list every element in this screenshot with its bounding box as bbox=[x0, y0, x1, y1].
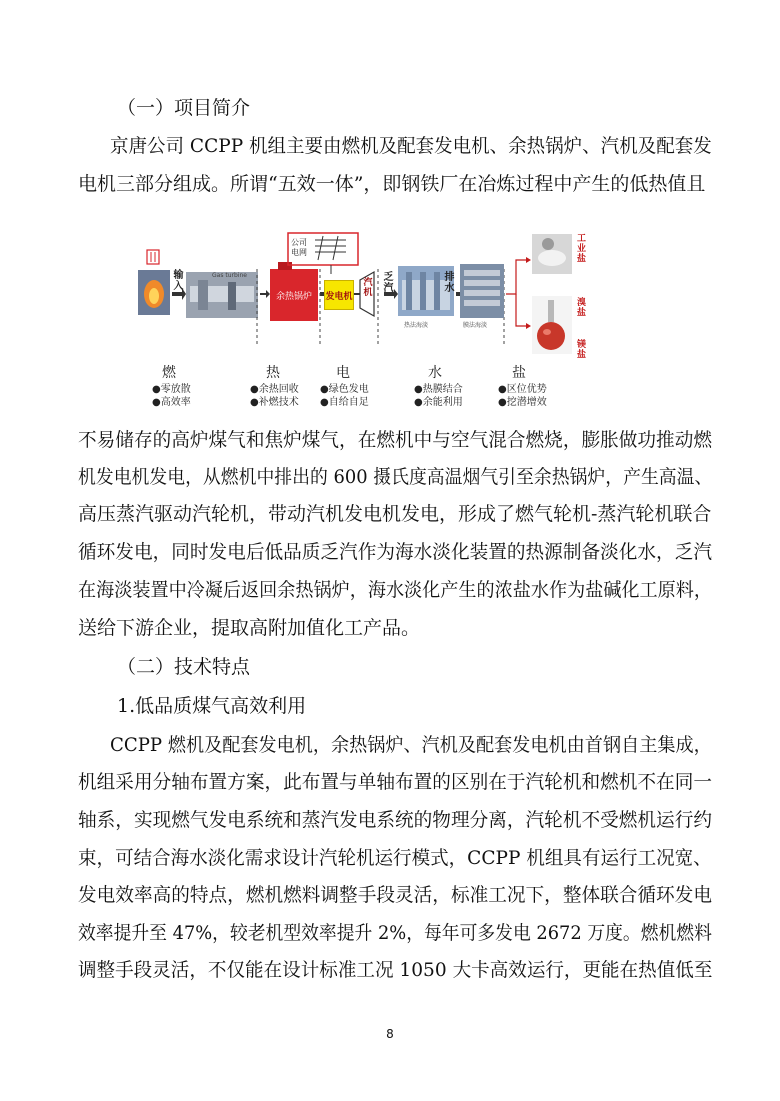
paragraph-line: 高压蒸汽驱动汽轮机，带动汽机发电机发电，形成了燃气轮机-蒸汽轮机联合 bbox=[78, 503, 712, 525]
category-features: ●热膜结合 ●余能利用 bbox=[414, 384, 463, 408]
input-label: 输 入 bbox=[173, 270, 184, 292]
category-title: 燃 bbox=[162, 365, 176, 381]
section-heading-intro: （一）项目简介 bbox=[117, 97, 251, 119]
paragraph-line: 调整手段灵活，不仅能在设计标准工况 1050 大卡高效运行，更能在热值低至 bbox=[78, 959, 713, 981]
paragraph-line: 不易储存的高炉煤气和焦炉煤气，在燃机中与空气混合燃烧，膨胀做功推动燃 bbox=[78, 429, 713, 451]
paragraph-line: 送给下游企业，提取高附加值化工产品。 bbox=[78, 617, 421, 639]
discharge-label: 排 水 bbox=[444, 272, 455, 294]
paragraph-line: 束，可结合海水淡化需求设计汽轮机运行模式，CCPP 机组具有运行工况宽、 bbox=[78, 847, 712, 869]
turbine-label: 汽机 bbox=[363, 278, 373, 298]
category-features: ●绿色发电 ●自给自足 bbox=[320, 384, 369, 408]
paragraph-line: 京唐公司 CCPP 机组主要由燃机及配套发电机、余热锅炉、汽机及配套发 bbox=[110, 135, 712, 157]
flask-icon bbox=[537, 322, 565, 350]
gas-turbine-caption: Gas turbine bbox=[212, 272, 247, 279]
category-features: ●余热回收 ●补燃技术 bbox=[250, 384, 299, 408]
paragraph-line: 效率提升至 47%，较老机型效率提升 2%，每年可多发电 2672 万度。燃机燃料 bbox=[78, 922, 712, 944]
page-number: 8 bbox=[386, 1027, 394, 1041]
industrial-salt-label: 工 业 盐 bbox=[576, 234, 586, 264]
exhaust-label: 乏 汽 bbox=[383, 272, 394, 294]
thermal-desal-caption: 热法海淡 bbox=[404, 322, 429, 329]
paragraph-line: 机组采用分轴布置方案，此布置与单轴布置的区别在于汽轮机和燃机不在同一 bbox=[78, 771, 713, 793]
paragraph-line: 机发电机发电，从燃机中排出的 600 摄氏度高温烟气引至余热锅炉，产生高温、 bbox=[78, 466, 713, 488]
boiler-label: 余热锅炉 bbox=[270, 284, 318, 306]
membrane-desal-caption: 膜法海淡 bbox=[463, 322, 488, 329]
category-title: 电 bbox=[336, 365, 350, 381]
category-features: ●零放散 ●高效率 bbox=[152, 384, 191, 408]
paragraph-line: CCPP 燃机及配套发电机，余热锅炉、汽机及配套发电机由首钢自主集成， bbox=[110, 734, 712, 756]
paragraph-line: 发电效率高的特点，燃机燃料调整手段灵活，标准工况下，整体联合循环发电 bbox=[78, 884, 713, 906]
arrow-icon bbox=[260, 290, 270, 298]
category-title: 热 bbox=[266, 365, 280, 381]
section-heading-features: （二）技术特点 bbox=[117, 656, 251, 678]
paragraph-line: 在海淡装置中冷凝后返回余热锅炉，海水淡化产生的浓盐水作为盐碱化工原料， bbox=[78, 579, 713, 601]
branch-arrow bbox=[506, 260, 526, 294]
paragraph-line: 循环发电，同时发电后低品质乏汽作为海水淡化装置的热源制备淡化水，乏汽 bbox=[78, 541, 713, 563]
bromine-salt-label: 溴 盐 bbox=[576, 298, 586, 318]
chimney-icon bbox=[147, 250, 159, 264]
category-title: 水 bbox=[428, 365, 442, 381]
process-diagram bbox=[138, 222, 608, 422]
paragraph-line: 电机三部分组成。所谓“五效一体”，即钢铁厂在冶炼过程中产生的低热值且 bbox=[78, 173, 706, 195]
category-title: 盐 bbox=[512, 365, 526, 381]
category-features: ●区位优势 ●挖潜增效 bbox=[498, 384, 547, 408]
magnesium-salt-label: 镁 盐 bbox=[576, 340, 586, 360]
subsection-heading: 1.低品质煤气高效利用 bbox=[117, 695, 307, 717]
generator-box: 发电机 bbox=[324, 280, 354, 310]
paragraph-line: 轴系，实现燃气发电系统和蒸汽发电系统的物理分离，汽轮机不受燃机运行约 bbox=[78, 809, 713, 831]
grid-label: 公司 电网 bbox=[291, 238, 307, 257]
